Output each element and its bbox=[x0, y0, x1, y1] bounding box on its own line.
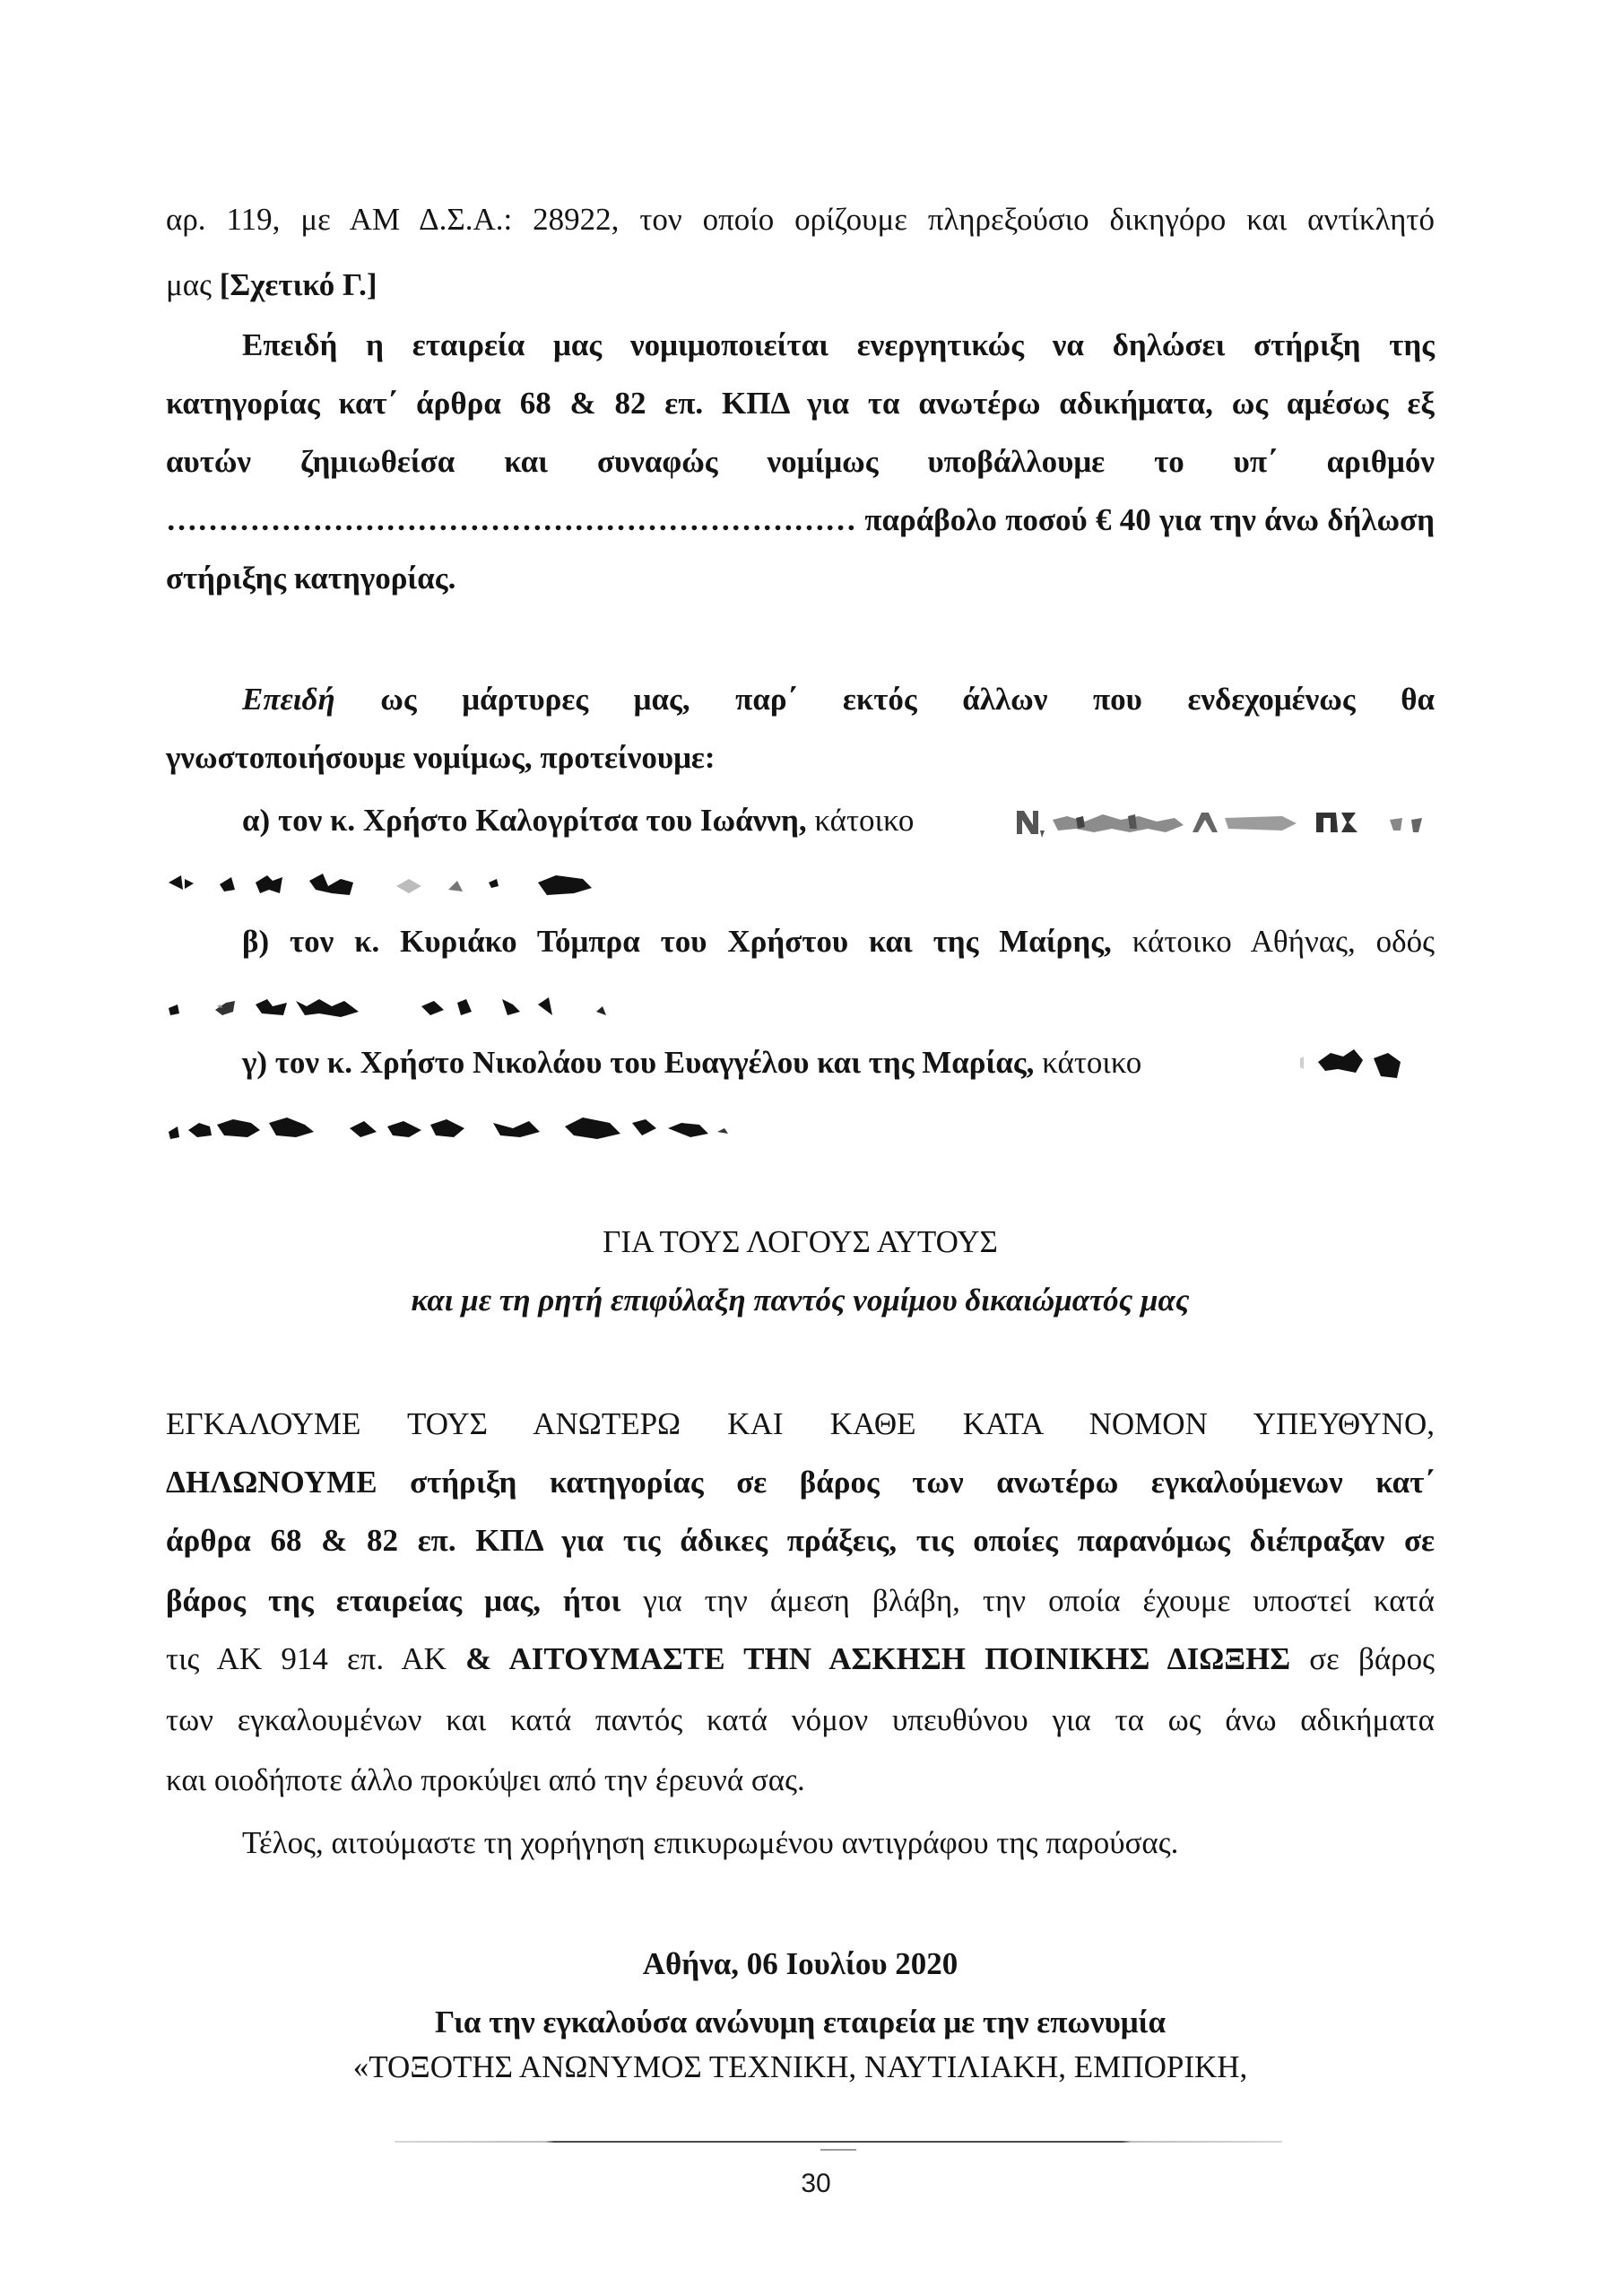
witness-b-residence: κάτοικο Αθήνας, οδός bbox=[1111, 924, 1435, 959]
demand-line-7: και οιοδήποτε άλλο προκύψει από την έρευνά σας. bbox=[166, 1762, 805, 1797]
demand-line-3: άρθρα 68 & 82 επ. ΚΠΔ για τις άδικες πράξεις, τις οποίες παρανόμως διέπραξαν σε bbox=[166, 1523, 1435, 1558]
intro-line-1 bbox=[166, 190, 1435, 249]
fee-paragraph-line-5: στήριξης κατηγορίας. bbox=[166, 561, 456, 596]
demand-line-5 bbox=[166, 1630, 1435, 1689]
demand-line-5-tail: σε βάρος bbox=[1290, 1641, 1435, 1676]
fee-paragraph-line-3: αυτών ζημιωθείσα και συναφώς νομίμως υποβάλλουμε το υπ΄ αριθμόν bbox=[166, 444, 1435, 479]
closing-paragraph: Τέλος, αιτούμαστε τη χορήγηση επικυρωμένου αντιγράφου της παρούσας. bbox=[242, 1825, 1179, 1860]
exhibit-reference: [Σχετικό Γ.] bbox=[219, 267, 377, 302]
witness-c bbox=[242, 1033, 1435, 1092]
fee-paragraph-line-1: Επειδή η εταιρεία μας νομιμοποιείται ενεργητικώς να δηλώσει στήριξη της bbox=[242, 327, 1435, 362]
demand-line-6: των εγκαλουμένων και κατά παντός κατά νόμον υπευθύνου για τα ως άνω αδικήματα bbox=[166, 1702, 1435, 1737]
demand-line-2: ΔΗΛΩΝΟΥΜΕ στήριξη κατηγορίας σε βάρος των ανωτέρω εγκαλούμενων κατ΄ bbox=[166, 1465, 1435, 1500]
fee-paragraph-line-2: κατηγορίας κατ΄ άρθρα 68 & 82 επ. ΚΠΔ για τα ανωτέρω αδικήματα, ως αμέσως εξ bbox=[166, 386, 1435, 421]
redaction-mark bbox=[161, 985, 628, 1028]
company-name: «ΤΟΞΟΤΗΣ ΑΝΩΝΥΜΟΣ ΤΕΧΝΙΚΗ, ΝΑΥΤΙΛΙΑΚΗ, ΕΜΠΟΡΙΚΗ, bbox=[352, 2049, 1248, 2084]
intro-line-2-text: μας bbox=[166, 267, 220, 302]
demand-line-4-regular: για την άμεση βλάβη, την οποία έχουμε υποστεί κατά bbox=[620, 1583, 1435, 1618]
witnesses-intro-lead-word: Επειδή bbox=[242, 682, 335, 717]
intro-line-2 bbox=[166, 256, 1435, 315]
conclusion-heading: ΓΙΑ ΤΟΥΣ ΛΟΓΟΥΣ ΑΥΤΟΥΣ bbox=[603, 1224, 998, 1259]
redaction-mark bbox=[161, 1105, 735, 1148]
demand-line-4 bbox=[166, 1571, 1435, 1631]
intro-line-1-text: αρ. 119, με ΑΜ Δ.Σ.Α.: 28922, τον οποίο ορίζουμε πληρεξούσιο δικηγόρο και αντίκλητό bbox=[166, 202, 1435, 237]
on-behalf-line: Για την εγκαλούσα ανώνυμη εταιρεία με την επωνυμία bbox=[434, 2005, 1167, 2039]
page-number: 30 bbox=[801, 2169, 831, 2198]
redaction-mark bbox=[1013, 798, 1426, 843]
witness-c-name: γ) τον κ. Χρήστο Νικολάου του Ευαγγέλου και της Μαρίας, bbox=[242, 1045, 1035, 1080]
redaction-mark bbox=[1291, 1040, 1417, 1085]
redaction-mark bbox=[161, 863, 610, 908]
witness-a-name: α) τον κ. Χρήστο Καλογρίτσα του Ιωάννη, bbox=[242, 803, 807, 838]
witness-b-name: β) τον κ. Κυριάκο Τόμπρα του Χρήστου και της Μαίρης, bbox=[242, 924, 1112, 959]
demand-line-1: ΕΓΚΑΛΟΥΜΕ ΤΟΥΣ ΑΝΩΤΕΡΩ ΚΑΙ ΚΑΘΕ ΚΑΤΑ ΝΟΜΟΝ ΥΠΕΥΘΥΝΟ, bbox=[166, 1406, 1435, 1441]
witnesses-intro-line-2: γνωστοποιήσουμε νομίμως, προτείνουμε: bbox=[166, 740, 716, 775]
witnesses-intro-line-1 bbox=[242, 670, 1435, 729]
demand-line-4-bold: βάρος της εταιρείας μας, ήτοι bbox=[166, 1583, 621, 1618]
witnesses-intro-line-1-text: ως μάρτυρες μας, παρ΄ εκτός άλλων που ενδεχομένως θα bbox=[334, 682, 1435, 717]
fee-paragraph-line-4: ………………………………………………………… παράβολο ποσού € 40 για την άνω δήλωση bbox=[166, 502, 1435, 537]
footer-tick bbox=[820, 2149, 856, 2151]
witness-c-residence: κάτοικο bbox=[1034, 1045, 1142, 1080]
footer-divider bbox=[395, 2141, 1282, 2143]
demand-line-5-lead: τις ΑΚ 914 επ. ΑΚ bbox=[166, 1641, 466, 1676]
witness-b bbox=[242, 912, 1435, 971]
witness-a-residence: κάτοικο bbox=[806, 803, 915, 838]
conclusion-subheading: και με τη ρητή επιφύλαξη παντός νομίμου δικαιώματός μας bbox=[411, 1283, 1190, 1318]
demand-line-5-bold: & ΑΙΤΟΥΜΑΣΤΕ ΤΗΝ ΑΣΚΗΣΗ ΠΟΙΝΙΚΗΣ ΔΙΩΞΗΣ bbox=[465, 1641, 1291, 1676]
place-date: Αθήνα, 06 Ιουλίου 2020 bbox=[642, 1946, 958, 1981]
